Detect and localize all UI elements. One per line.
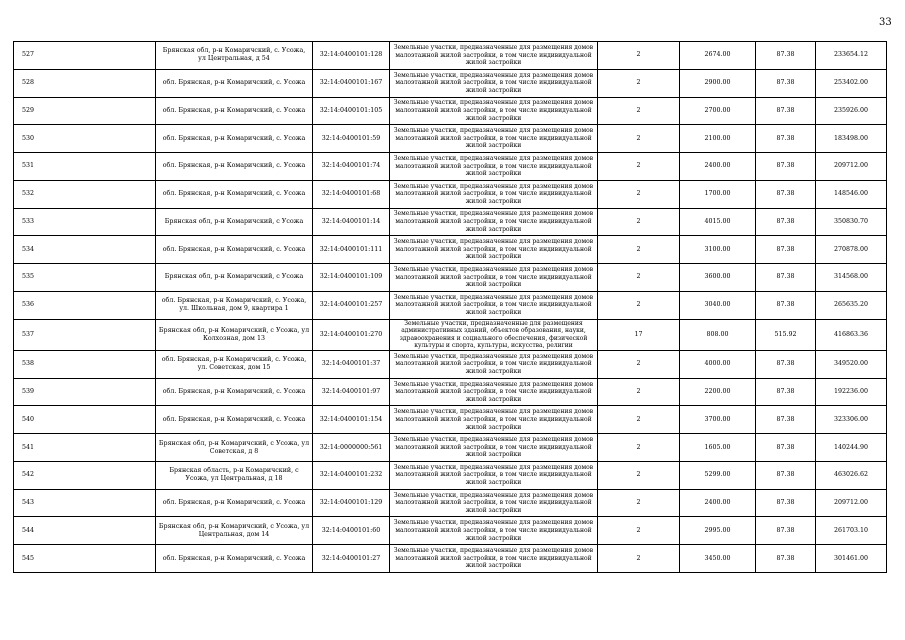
table-row — [14, 42, 887, 70]
area-cell: 4015.00 — [680, 208, 756, 236]
table-row — [14, 153, 887, 181]
row-number-cell: 540 — [14, 406, 156, 434]
address-cell: обл. Брянская, р-н Комаричский, с. Усожа — [156, 236, 313, 264]
land-use-cell: Земельные участки, предназначенные для размещения домов малоэтажной жилой застройки, в том числе индивидуальной жилой застройки — [390, 180, 598, 208]
table-row — [14, 97, 887, 125]
cadastral-number-cell: 32:14:0400101:27 — [313, 545, 390, 573]
use-kind-cell: 2 — [598, 236, 680, 264]
use-kind-cell: 2 — [598, 97, 680, 125]
cadastral-value-cell: 209712.00 — [816, 489, 887, 517]
land-use-cell: Земельные участки, предназначенные для размещения домов малоэтажной жилой застройки, в том числе индивидуальной жилой застройки — [390, 291, 598, 319]
cadastral-number-cell: 32:14:0400101:74 — [313, 153, 390, 181]
rate-cell: 87.38 — [756, 180, 816, 208]
row-number-cell: 544 — [14, 517, 156, 545]
area-cell: 2700.00 — [680, 97, 756, 125]
cadastral-value-cell: 349520.00 — [816, 350, 887, 378]
cadastral-value-cell: 323306.00 — [816, 406, 887, 434]
rate-cell: 87.38 — [756, 291, 816, 319]
land-use-cell: Земельные участки, предназначенные для размещения домов малоэтажной жилой застройки, в том числе индивидуальной жилой застройки — [390, 42, 598, 70]
table-body — [14, 42, 887, 573]
land-use-cell: Земельные участки, предназначенные для размещения домов малоэтажной жилой застройки, в том числе индивидуальной жилой застройки — [390, 69, 598, 97]
address-cell: Брянская обл, р-н Комаричский, с Усожа, ул Колхозная, дом 13 — [156, 319, 313, 350]
cadastral-value-cell: 192236.00 — [816, 378, 887, 406]
cadastral-number-cell: 32:14:0400101:129 — [313, 489, 390, 517]
cadastral-value-cell: 416863.36 — [816, 319, 887, 350]
use-kind-cell: 2 — [598, 42, 680, 70]
address-cell: Брянская область, р-н Комаричский, с Усожа, ул Центральная, д 18 — [156, 461, 313, 489]
address-cell: обл. Брянская, р-н Комаричский, с. Усожа — [156, 69, 313, 97]
land-use-cell: Земельные участки, предназначенные для размещения домов малоэтажной жилой застройки, в том числе индивидуальной жилой застройки — [390, 545, 598, 573]
cadastral-value-cell: 350830.70 — [816, 208, 887, 236]
row-number-cell: 537 — [14, 319, 156, 350]
cadastral-value-cell: 183498.00 — [816, 125, 887, 153]
area-cell: 808.00 — [680, 319, 756, 350]
cadastral-value-cell: 270878.00 — [816, 236, 887, 264]
address-cell: обл. Брянская, р-н Комаричский, с. Усожа — [156, 378, 313, 406]
rate-cell: 87.38 — [756, 69, 816, 97]
cadastral-number-cell: 32:14:0400101:270 — [313, 319, 390, 350]
table-row — [14, 69, 887, 97]
use-kind-cell: 2 — [598, 406, 680, 434]
row-number-cell: 536 — [14, 291, 156, 319]
rate-cell: 87.38 — [756, 125, 816, 153]
rate-cell: 87.38 — [756, 97, 816, 125]
cadastral-value-cell: 314568.00 — [816, 264, 887, 292]
rate-cell: 87.38 — [756, 489, 816, 517]
table-row — [14, 264, 887, 292]
row-number-cell: 532 — [14, 180, 156, 208]
rate-cell: 87.38 — [756, 378, 816, 406]
row-number-cell: 545 — [14, 545, 156, 573]
land-use-cell: Земельные участки, предназначенные для размещения домов малоэтажной жилой застройки, в том числе индивидуальной жилой застройки — [390, 461, 598, 489]
area-cell: 3450.00 — [680, 545, 756, 573]
land-use-cell: Земельные участки, предназначенные для размещения домов малоэтажной жилой застройки, в том числе индивидуальной жилой застройки — [390, 406, 598, 434]
cadastral-value-cell: 301461.00 — [816, 545, 887, 573]
address-cell: обл. Брянская, р-н Комаричский, с. Усожа — [156, 489, 313, 517]
table-row — [14, 319, 887, 350]
land-use-cell: Земельные участки, предназначенные для размещения административных зданий, объектов образования, науки, здравоохранения и социального обеспечения, физической культуры и спорта, культуры, искусства, религии — [390, 319, 598, 350]
row-number-cell: 527 — [14, 42, 156, 70]
area-cell: 3100.00 — [680, 236, 756, 264]
address-cell: обл. Брянская, р-н Комаричский, с. Усожа, ул. Советская, дом 15 — [156, 350, 313, 378]
row-number-cell: 531 — [14, 153, 156, 181]
address-cell: обл. Брянская, р-н Комаричский, с. Усожа — [156, 97, 313, 125]
cadastral-number-cell: 32:14:0400101:109 — [313, 264, 390, 292]
cadastral-value-cell: 235926.00 — [816, 97, 887, 125]
use-kind-cell: 2 — [598, 180, 680, 208]
table-row — [14, 489, 887, 517]
land-use-cell: Земельные участки, предназначенные для размещения домов малоэтажной жилой застройки, в том числе индивидуальной жилой застройки — [390, 264, 598, 292]
area-cell: 3700.00 — [680, 406, 756, 434]
table-row — [14, 180, 887, 208]
use-kind-cell: 2 — [598, 291, 680, 319]
use-kind-cell: 2 — [598, 153, 680, 181]
address-cell: обл. Брянская, р-н Комаричский, с. Усожа — [156, 125, 313, 153]
table-row — [14, 434, 887, 462]
rate-cell: 87.38 — [756, 545, 816, 573]
area-cell: 1605.00 — [680, 434, 756, 462]
row-number-cell: 542 — [14, 461, 156, 489]
cadastral-number-cell: 32:14:0400101:154 — [313, 406, 390, 434]
table-row — [14, 236, 887, 264]
cadastral-number-cell: 32:14:0400101:97 — [313, 378, 390, 406]
cadastral-number-cell: 32:14:0000000:561 — [313, 434, 390, 462]
use-kind-cell: 2 — [598, 264, 680, 292]
row-number-cell: 543 — [14, 489, 156, 517]
row-number-cell: 528 — [14, 69, 156, 97]
land-use-cell: Земельные участки, предназначенные для размещения домов малоэтажной жилой застройки, в том числе индивидуальной жилой застройки — [390, 378, 598, 406]
address-cell: обл. Брянская, р-н Комаричский, с. Усожа — [156, 545, 313, 573]
address-cell: Брянская обл, р-н Комаричский, с. Усожа, ул Центральная, д 54 — [156, 42, 313, 70]
area-cell: 2200.00 — [680, 378, 756, 406]
land-use-cell: Земельные участки, предназначенные для размещения домов малоэтажной жилой застройки, в том числе индивидуальной жилой застройки — [390, 153, 598, 181]
row-number-cell: 535 — [14, 264, 156, 292]
table-row — [14, 517, 887, 545]
use-kind-cell: 2 — [598, 461, 680, 489]
table-row — [14, 461, 887, 489]
use-kind-cell: 2 — [598, 489, 680, 517]
address-cell: Брянская обл, р-н Комаричский, с Усожа — [156, 208, 313, 236]
table-row — [14, 406, 887, 434]
rate-cell: 87.38 — [756, 406, 816, 434]
cadastral-number-cell: 32:14:0400101:257 — [313, 291, 390, 319]
rate-cell: 87.38 — [756, 264, 816, 292]
use-kind-cell: 2 — [598, 545, 680, 573]
address-cell: обл. Брянская, р-н Комаричский, с. Усожа — [156, 153, 313, 181]
cadastral-number-cell: 32:14:0400101:59 — [313, 125, 390, 153]
address-cell: Брянская обл, р-н Комаричский, с Усожа, ул Советская, д 8 — [156, 434, 313, 462]
cadastral-value-cell: 463026.62 — [816, 461, 887, 489]
area-cell: 4000.00 — [680, 350, 756, 378]
rate-cell: 87.38 — [756, 153, 816, 181]
area-cell: 2100.00 — [680, 125, 756, 153]
cadastral-value-cell: 233654.12 — [816, 42, 887, 70]
row-number-cell: 529 — [14, 97, 156, 125]
land-use-cell: Земельные участки, предназначенные для размещения домов малоэтажной жилой застройки, в том числе индивидуальной жилой застройки — [390, 236, 598, 264]
cadastral-value-cell: 253402.00 — [816, 69, 887, 97]
cadastral-number-cell: 32:14:0400101:128 — [313, 42, 390, 70]
land-use-cell: Земельные участки, предназначенные для размещения домов малоэтажной жилой застройки, в том числе индивидуальной жилой застройки — [390, 125, 598, 153]
area-cell: 3040.00 — [680, 291, 756, 319]
area-cell: 2900.00 — [680, 69, 756, 97]
use-kind-cell: 2 — [598, 378, 680, 406]
rate-cell: 515.92 — [756, 319, 816, 350]
rate-cell: 87.38 — [756, 350, 816, 378]
land-use-cell: Земельные участки, предназначенные для размещения домов малоэтажной жилой застройки, в том числе индивидуальной жилой застройки — [390, 489, 598, 517]
use-kind-cell: 2 — [598, 350, 680, 378]
table-row — [14, 291, 887, 319]
cadastral-value-cell: 209712.00 — [816, 153, 887, 181]
land-use-cell: Земельные участки, предназначенные для размещения домов малоэтажной жилой застройки, в том числе индивидуальной жилой застройки — [390, 434, 598, 462]
use-kind-cell: 2 — [598, 69, 680, 97]
address-cell: обл. Брянская, р-н Комаричский, с. Усожа — [156, 406, 313, 434]
cadastral-number-cell: 32:14:0400101:232 — [313, 461, 390, 489]
rate-cell: 87.38 — [756, 434, 816, 462]
rate-cell: 87.38 — [756, 42, 816, 70]
table-row — [14, 378, 887, 406]
row-number-cell: 530 — [14, 125, 156, 153]
area-cell: 5299.00 — [680, 461, 756, 489]
rate-cell: 87.38 — [756, 461, 816, 489]
land-use-cell: Земельные участки, предназначенные для размещения домов малоэтажной жилой застройки, в том числе индивидуальной жилой застройки — [390, 350, 598, 378]
area-cell: 2400.00 — [680, 153, 756, 181]
rate-cell: 87.38 — [756, 517, 816, 545]
table-row — [14, 350, 887, 378]
address-cell: обл. Брянская, р-н Комаричский, с. Усожа, ул. Школьная, дом 9, квартира 1 — [156, 291, 313, 319]
cadastral-number-cell: 32:14:0400101:111 — [313, 236, 390, 264]
rate-cell: 87.38 — [756, 236, 816, 264]
use-kind-cell: 17 — [598, 319, 680, 350]
cadastral-number-cell: 32:14:0400101:37 — [313, 350, 390, 378]
row-number-cell: 541 — [14, 434, 156, 462]
cadastral-value-cell: 265635.20 — [816, 291, 887, 319]
table-row — [14, 545, 887, 573]
rate-cell: 87.38 — [756, 208, 816, 236]
area-cell: 2674.00 — [680, 42, 756, 70]
row-number-cell: 538 — [14, 350, 156, 378]
land-use-cell: Земельные участки, предназначенные для размещения домов малоэтажной жилой застройки, в том числе индивидуальной жилой застройки — [390, 517, 598, 545]
land-parcels-table — [13, 41, 887, 573]
area-cell: 1700.00 — [680, 180, 756, 208]
cadastral-value-cell: 261703.10 — [816, 517, 887, 545]
use-kind-cell: 2 — [598, 434, 680, 462]
use-kind-cell: 2 — [598, 125, 680, 153]
table-row — [14, 208, 887, 236]
row-number-cell: 534 — [14, 236, 156, 264]
cadastral-number-cell: 32:14:0400101:68 — [313, 180, 390, 208]
cadastral-number-cell: 32:14:0400101:14 — [313, 208, 390, 236]
cadastral-number-cell: 32:14:0400101:60 — [313, 517, 390, 545]
use-kind-cell: 2 — [598, 517, 680, 545]
page-number: 33 — [879, 17, 892, 28]
cadastral-value-cell: 148546.00 — [816, 180, 887, 208]
use-kind-cell: 2 — [598, 208, 680, 236]
row-number-cell: 539 — [14, 378, 156, 406]
row-number-cell: 533 — [14, 208, 156, 236]
area-cell: 2400.00 — [680, 489, 756, 517]
address-cell: обл. Брянская, р-н Комаричский, с. Усожа — [156, 180, 313, 208]
cadastral-value-cell: 140244.90 — [816, 434, 887, 462]
area-cell: 2995.00 — [680, 517, 756, 545]
land-use-cell: Земельные участки, предназначенные для размещения домов малоэтажной жилой застройки, в том числе индивидуальной жилой застройки — [390, 97, 598, 125]
land-use-cell: Земельные участки, предназначенные для размещения домов малоэтажной жилой застройки, в том числе индивидуальной жилой застройки — [390, 208, 598, 236]
area-cell: 3600.00 — [680, 264, 756, 292]
address-cell: Брянская обл, р-н Комаричский, с Усожа — [156, 264, 313, 292]
cadastral-number-cell: 32:14:0400101:167 — [313, 69, 390, 97]
cadastral-number-cell: 32:14:0400101:105 — [313, 97, 390, 125]
table-row — [14, 125, 887, 153]
address-cell: Брянская обл, р-н Комаричский, с Усожа, ул Центральная, дом 14 — [156, 517, 313, 545]
